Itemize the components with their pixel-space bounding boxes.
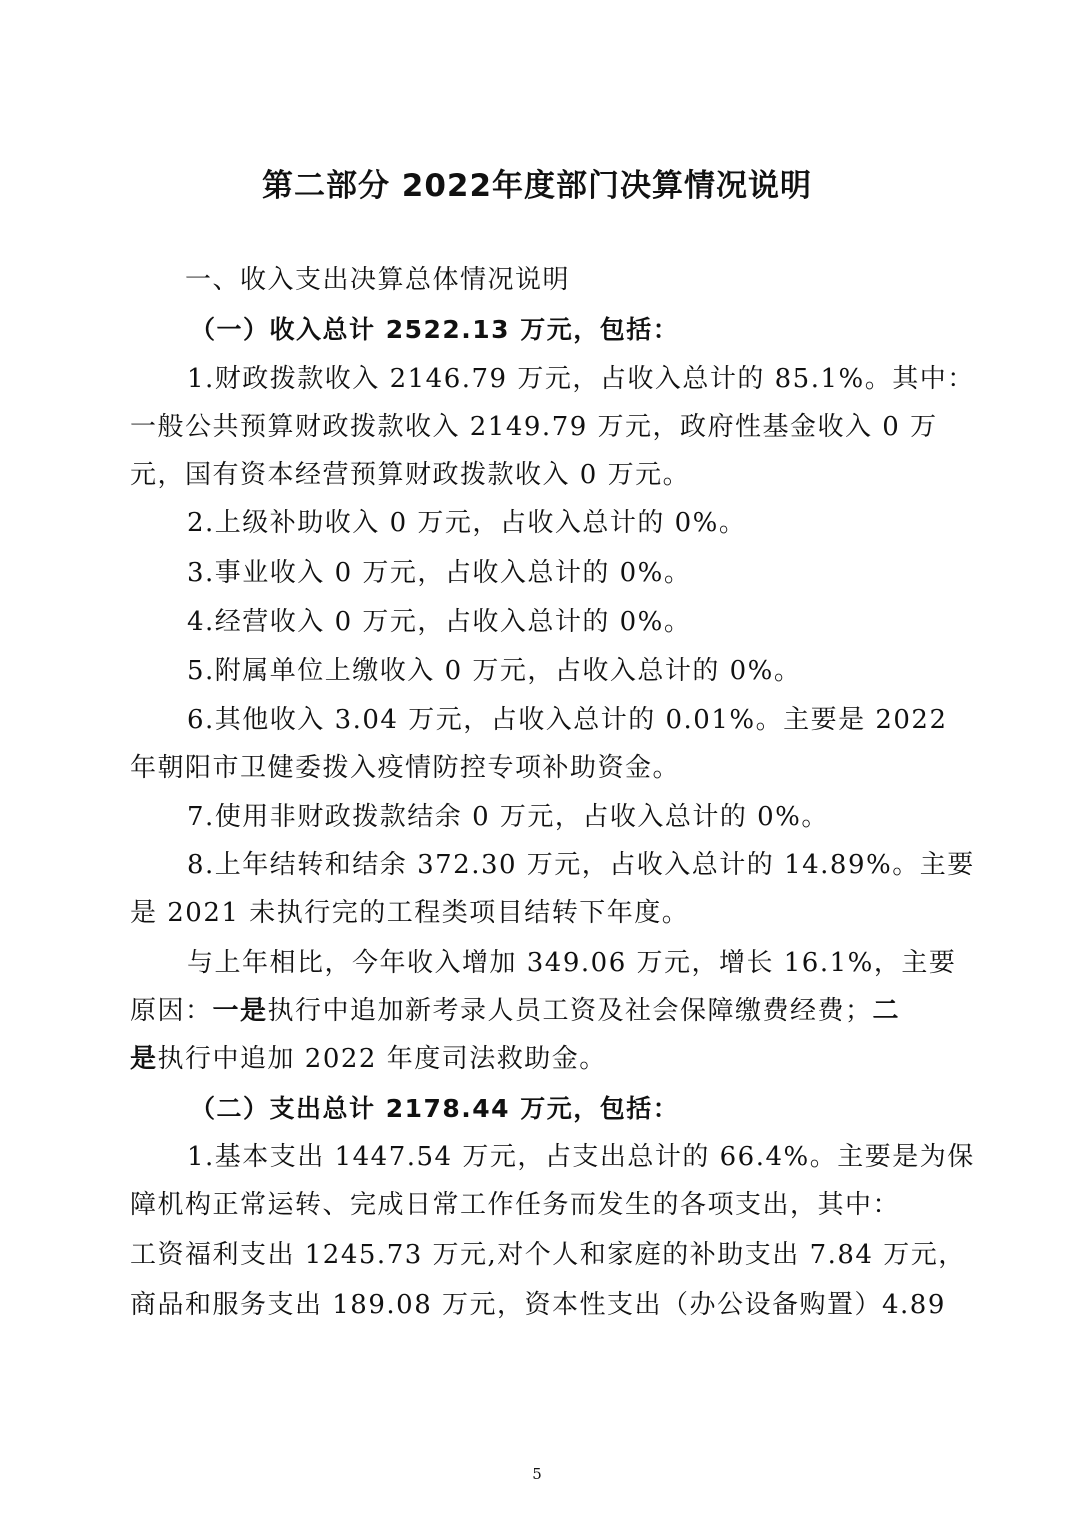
emphasis-text: 一是 xyxy=(212,996,268,1026)
paragraph-line: 与上年相比，今年收入增加 349.06 万元，增长 16.1%，主要 xyxy=(187,948,957,978)
paragraph-line: 是 2021 未执行完的工程类项目结转下年度。 xyxy=(130,898,690,928)
paragraph-line: 5.附属单位上缴收入 0 万元，占收入总计的 0%。 xyxy=(187,656,802,686)
text-span: 执行中追加 2022 年度司法救助金。 xyxy=(157,1044,607,1074)
paragraph-line: 3.事业收入 0 万元，占收入总计的 0%。 xyxy=(187,558,692,588)
paragraph-line: 商品和服务支出 189.08 万元，资本性支出（办公设备购置）4.89 xyxy=(130,1290,946,1320)
paragraph-line: 一般公共预算财政拨款收入 2149.79 万元，政府性基金收入 0 万 xyxy=(130,412,938,442)
paragraph-line: 7.使用非财政拨款结余 0 万元，占收入总计的 0%。 xyxy=(187,802,829,832)
income-heading: （一）收入总计 2522.13 万元，包括： xyxy=(190,315,680,344)
paragraph-line: 年朝阳市卫健委拨入疫情防控专项补助资金。 xyxy=(130,753,681,783)
paragraph-line xyxy=(130,1044,607,1074)
text-span: 执行中追加新考录人员工资及社会保障缴费经费； xyxy=(267,996,873,1026)
page-number: 5 xyxy=(532,1465,542,1483)
paragraph-line: 障机构正常运转、完成日常工作任务而发生的各项支出，其中： xyxy=(130,1190,901,1220)
paragraph-line: 工资福利支出 1245.73 万元,对个人和家庭的补助支出 7.84 万元， xyxy=(130,1240,966,1270)
paragraph-line: 4.经营收入 0 万元，占收入总计的 0%。 xyxy=(187,607,692,637)
section-heading: 一、收入支出决算总体情况说明 xyxy=(185,265,571,295)
emphasis-text: 二 xyxy=(872,996,901,1026)
paragraph-line: 8.上年结转和结余 372.30 万元，占收入总计的 14.89%。主要 xyxy=(187,850,975,880)
emphasis-text: 是 xyxy=(130,1044,158,1074)
page-title: 第二部分 2022年度部门决算情况说明 xyxy=(261,168,813,204)
paragraph-line: 2.上级补助收入 0 万元，占收入总计的 0%。 xyxy=(187,508,747,538)
paragraph-line xyxy=(130,996,900,1026)
expense-heading: （二）支出总计 2178.44 万元，包括： xyxy=(190,1094,680,1123)
paragraph-line: 1.财政拨款收入 2146.79 万元，占收入总计的 85.1%。其中： xyxy=(187,364,975,394)
text-span: 原因： xyxy=(130,996,213,1026)
paragraph-line: 6.其他收入 3.04 万元，占收入总计的 0.01%。主要是 2022 xyxy=(187,705,948,735)
paragraph-line: 元，国有资本经营预算财政拨款收入 0 万元。 xyxy=(130,460,691,490)
paragraph-line: 1.基本支出 1447.54 万元，占支出总计的 66.4%。主要是为保 xyxy=(187,1142,975,1172)
